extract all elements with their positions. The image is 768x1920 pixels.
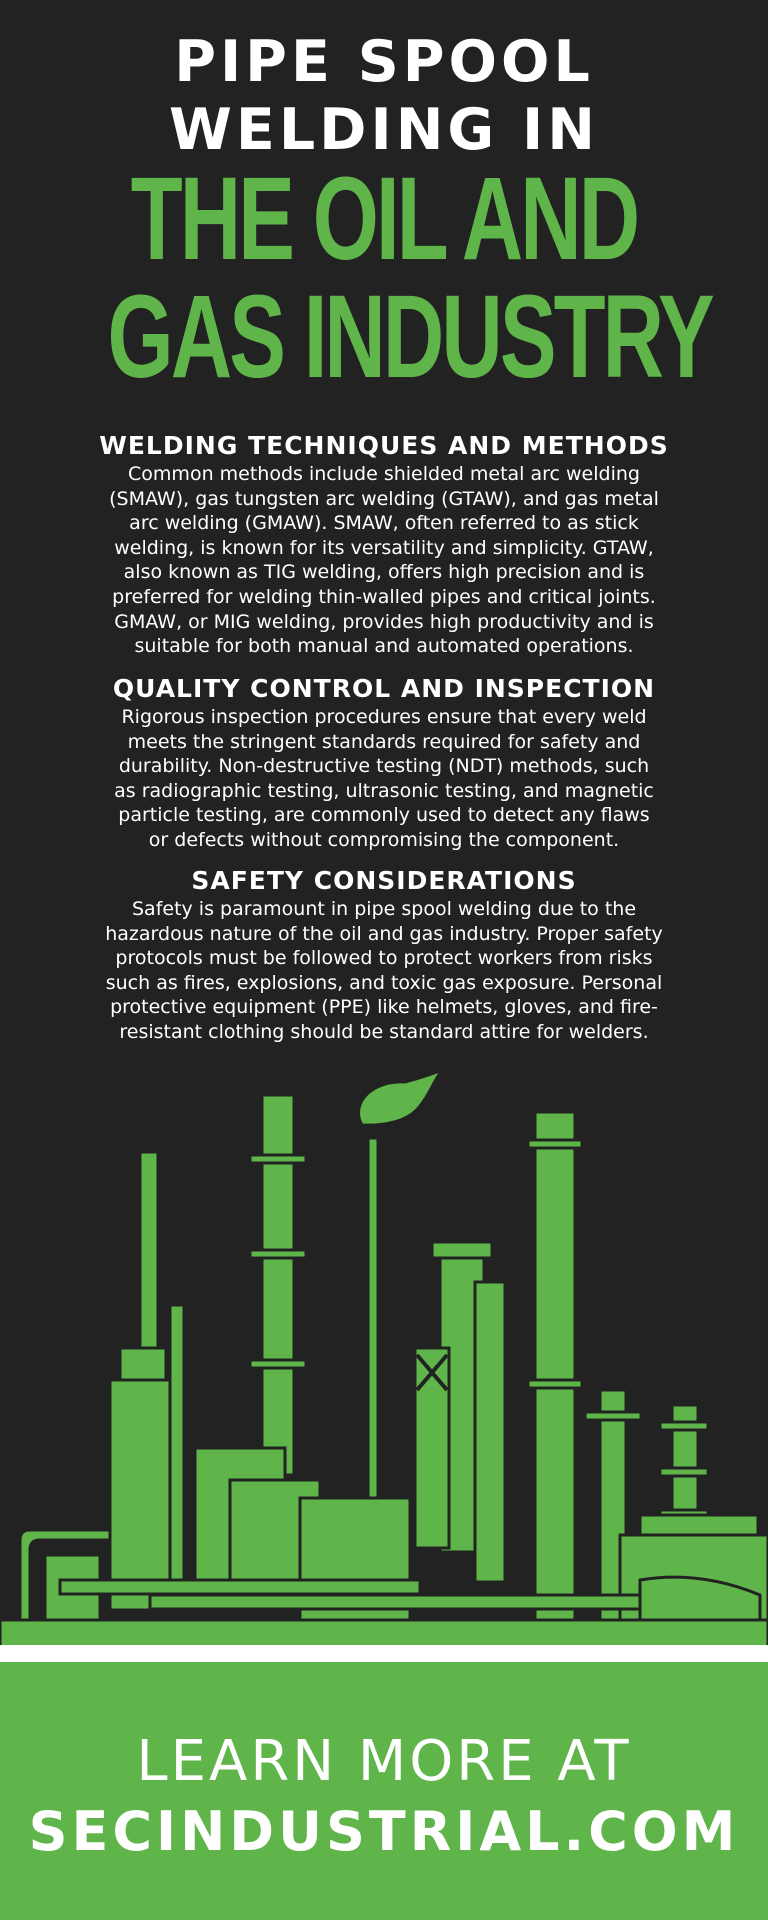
body-line: protective equipment (PPE) like helmets, gloves, and fire- [110, 996, 658, 1019]
section-heading: WELDING TECHNIQUES AND METHODS [99, 431, 669, 460]
refinery-skyline-illustration [0, 1060, 768, 1650]
body-line: durability. Non-destructive testing (NDT) methods, such [118, 755, 650, 778]
section-heading: QUALITY CONTROL AND INSPECTION [112, 674, 656, 703]
body-line: meets the stringent standards required for safety and [127, 730, 641, 753]
body-line: (SMAW), gas tungsten arc welding (GTAW), and gas metal [109, 487, 659, 510]
body-line: Common methods include shielded metal arc welding [128, 463, 640, 485]
title-green-line-2: GAS INDUSTRY [107, 271, 712, 403]
body-line: preferred for welding thin-walled pipes and critical joints. [112, 585, 656, 608]
body-line: or defects without compromising the component. [148, 828, 620, 851]
section-body [70, 462, 698, 659]
body-line: as radiographic testing, ultrasonic testing, and magnetic [114, 779, 654, 802]
body-line: resistant clothing should be standard attire for welders. [119, 1020, 649, 1043]
section-welding-techniques [70, 430, 698, 659]
section-safety [70, 865, 698, 1045]
body-line: welding, is known for its versatility and simplicity. GTAW, [114, 536, 654, 559]
title-green-line-1: THE OIL AND [130, 153, 638, 285]
section-body [70, 897, 698, 1045]
title-green [107, 153, 712, 403]
section-heading: SAFETY CONSIDERATIONS [191, 866, 577, 895]
flare-flame-icon [359, 1070, 442, 1125]
body-line: Rigorous inspection procedures ensure that every weld [121, 706, 647, 728]
body-line: Safety is paramount in pipe spool welding due to the [131, 898, 637, 920]
body-line: GMAW, or MIG welding, provides high productivity and is [114, 610, 654, 633]
divider-strip [0, 1645, 768, 1662]
body-line: such as fires, explosions, and toxic gas exposure. Personal [105, 971, 663, 994]
section-body [70, 705, 698, 853]
body-line: protocols must be followed to protect workers from risks [115, 947, 653, 970]
body-line: particle testing, are commonly used to detect any flaws [118, 804, 650, 827]
section-quality-control [70, 673, 698, 853]
body-line: also known as TIG welding, offers high precision and is [123, 561, 645, 584]
title-line-2: WELDING IN [169, 97, 599, 163]
footer-website-link[interactable]: SECINDUSTRIAL.COM [28, 1800, 740, 1863]
title-line-1: PIPE SPOOL [174, 29, 594, 95]
title-white [0, 28, 768, 164]
body-line: arc welding (GMAW). SMAW, often referred to as stick [129, 512, 639, 535]
body-line: suitable for both manual and automated operations. [134, 635, 634, 658]
footer-line-1: LEARN MORE AT [136, 1729, 632, 1794]
footer-cta [0, 1662, 768, 1920]
body-line: hazardous nature of the oil and gas industry. Proper safety [105, 922, 663, 945]
